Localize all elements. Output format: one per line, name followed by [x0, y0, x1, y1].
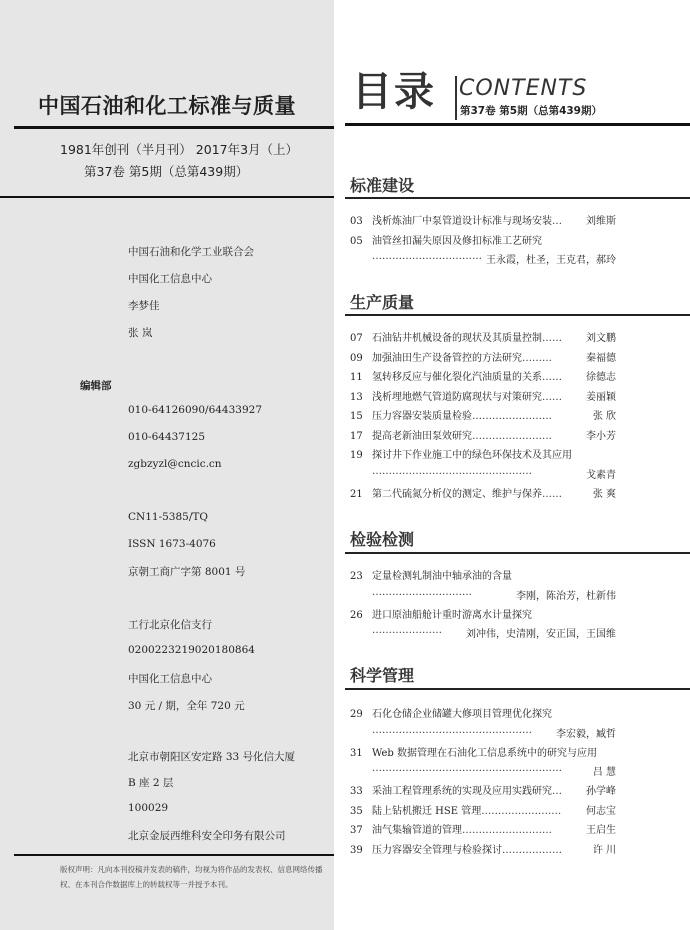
toc-entry[interactable]: [350, 821, 616, 836]
toc-rule: [345, 123, 690, 126]
info-value: B 座 2 层: [128, 777, 174, 789]
toc-article-title: 进口原油船舱计重时游离水计量探究: [372, 609, 532, 621]
toc-author: 王永霞，杜圣，王克君，郝玲: [486, 255, 616, 266]
toc-page-number: 17: [350, 430, 363, 442]
toc-author: 秦福德: [586, 352, 616, 364]
info-value: 工行北京化信支行: [128, 619, 212, 631]
toc-article-title: 采油工程管理系统的实现及应用实践研究: [372, 786, 552, 797]
founded-line: 1981年创刊（半月刊） 2017年3月（上）: [60, 142, 299, 157]
toc-entry[interactable]: [350, 232, 616, 247]
toc-page-number: 23: [350, 571, 363, 582]
section-rule: [345, 552, 690, 554]
toc-entry[interactable]: [350, 782, 616, 797]
toc-leader-dots: ……: [542, 372, 562, 383]
toc-leader-dots: ……………………………: [372, 251, 482, 262]
toc-entry[interactable]: [350, 705, 616, 720]
toc-article-title: 石油钻井机械设备的现状及其质量控制: [372, 333, 542, 344]
toc-contents-label: CONTENTS: [459, 76, 588, 101]
section-rule: [345, 314, 690, 316]
toc-page-number: 37: [350, 825, 363, 836]
info-value: 0200223219020180864: [128, 644, 255, 656]
toc-heading-divider: [455, 76, 457, 120]
toc-entry-authors: [372, 465, 616, 481]
toc-entry[interactable]: [350, 485, 616, 500]
info-value: 北京市朝阳区安定路 33 号化信大厦: [128, 751, 296, 763]
toc-leader-dots: ………………………: [462, 825, 552, 836]
toc-entry[interactable]: [350, 427, 616, 442]
toc-author: 何志宝: [586, 805, 616, 817]
toc-leader-dots: ……: [542, 333, 562, 344]
toc-author: 张 欣: [592, 411, 616, 422]
toc-leader-dots: ……………………: [472, 430, 552, 442]
section-heading: 标准建设: [350, 176, 415, 195]
toc-entry[interactable]: [350, 744, 616, 759]
toc-page-number: 15: [350, 411, 363, 422]
toc-author: 孙学峰: [586, 786, 616, 797]
toc-page-number: 05: [350, 235, 363, 247]
toc-leader-dots: …………………………………………………: [372, 763, 562, 774]
toc-article-title: 浅析炼油厂中泵管道设计标准与现场安装: [372, 216, 552, 227]
toc-author: 李小芳: [586, 430, 616, 442]
toc-leader-dots: …………………: [372, 625, 442, 636]
toc-article-title: 探讨井下作业施工中的绿色环保技术及其应用: [372, 450, 572, 461]
info-rule: [0, 196, 334, 198]
toc-page-number: 26: [350, 609, 363, 621]
copyright-rule: [14, 854, 334, 856]
info-value: 100029: [128, 802, 169, 814]
toc-entry[interactable]: [350, 388, 616, 403]
toc-author: 许 川: [592, 844, 616, 856]
toc-entry[interactable]: [350, 567, 616, 582]
info-value: 中国化工信息中心: [128, 673, 212, 685]
toc-page-number: 03: [350, 216, 363, 227]
toc-heading: 目录: [352, 69, 436, 115]
toc-article-title: 油管丝扣漏失原因及修扣标准工艺研究: [372, 235, 542, 247]
toc-article-title: 压力容器安全管理与检验探讨: [372, 844, 502, 856]
info-value: 中国化工信息中心: [128, 273, 212, 285]
toc-article-title: 浅析埋地燃气管道防腐现状与对策研究: [372, 391, 542, 403]
copyright-notice: 版权声明：凡向本刊投稿并发表的稿件，均视为将作品的发表权、信息网络传播权、在本刊合作数据库上的转载权等一并授予本刊。: [60, 865, 323, 889]
info-value: CN11-5385/TQ: [128, 511, 209, 523]
toc-leader-dots: …………………………: [372, 586, 472, 598]
toc-author: 姜丽颖: [586, 391, 616, 403]
section-heading: 科学管理: [350, 666, 415, 685]
toc-article-title: Web 数据管理在石油化工信息系统中的研究与应用: [372, 747, 597, 759]
toc-leader-dots: ……………………: [472, 411, 552, 422]
toc-entry-authors: [372, 724, 616, 740]
toc-article-title: 氢转移反应与催化裂化汽油质量的关系: [372, 372, 542, 383]
toc-article-title: 加强油田生产设备管控的方法研究: [372, 352, 522, 364]
toc-page-number: 21: [350, 488, 363, 500]
toc-leader-dots: …………………………………………: [372, 465, 532, 477]
toc-article-title: 油气集输管道的管理: [372, 825, 462, 836]
info-value: 北京金辰西维科安全印务有限公司: [128, 830, 286, 842]
issue-line: 第37卷 第5期（总第439期）: [84, 164, 249, 179]
toc-leader-dots: ……: [542, 391, 562, 403]
toc-page-number: 13: [350, 391, 363, 403]
toc-leader-dots: …: [552, 786, 562, 797]
toc-entry[interactable]: [350, 606, 616, 621]
toc-leader-dots: ……: [542, 488, 562, 500]
info-value: ISSN 1673-4076: [128, 538, 216, 550]
toc-entry[interactable]: [350, 407, 616, 422]
toc-leader-dots: ……………………: [481, 805, 562, 817]
toc-page-number: 09: [350, 352, 363, 364]
toc-page-number: 07: [350, 333, 363, 344]
toc-author: 刘文鹏: [586, 333, 616, 344]
info-value: 京朝工商广字第 8001 号: [128, 566, 246, 578]
toc-article-title: 压力容器安装质量检验: [372, 411, 472, 422]
section-rule: [345, 197, 690, 199]
toc-entry-authors: [372, 251, 616, 266]
editorial-dept: 编辑部: [80, 380, 112, 392]
toc-page-number: 33: [350, 786, 363, 797]
magazine-title: 中国石油和化工标准与质量: [38, 93, 296, 118]
toc-author: 戈素青: [586, 469, 616, 481]
toc-article-title: 石化仓储企业储罐大修项目管理优化探究: [372, 709, 552, 720]
toc-author: 王启生: [586, 825, 616, 836]
toc-author: 刘冲伟，史清刚，安正国，王国维: [466, 629, 616, 640]
toc-entry-authors: [372, 586, 616, 602]
toc-author: 李刚，陈治芳，杜新伟: [516, 590, 616, 602]
toc-author: 李宏毅，臧哲: [556, 728, 616, 740]
info-value: zgbzyzl@cncic.cn: [128, 458, 222, 470]
toc-entry[interactable]: [350, 446, 616, 461]
toc-entry[interactable]: [350, 368, 616, 383]
section-rule: [345, 688, 690, 690]
toc-article-title: 定量检测轧制油中轴承油的含量: [372, 571, 512, 582]
toc-page-number: 39: [350, 844, 363, 856]
toc-entry[interactable]: [350, 212, 616, 227]
toc-entry[interactable]: [350, 802, 616, 817]
toc-entry[interactable]: [350, 329, 616, 344]
info-value: 张 岚: [128, 327, 153, 339]
toc-page-number: 29: [350, 709, 363, 720]
toc-author: 吕 慧: [592, 767, 616, 778]
title-rule: [14, 126, 334, 129]
toc-issue: 第37卷 第5期（总第439期）: [460, 105, 602, 117]
info-value: 30 元 / 期，全年 720 元: [128, 700, 245, 712]
toc-page-number: 19: [350, 450, 363, 461]
section-heading: 检验检测: [350, 530, 415, 549]
toc-article-title: 陆上钻机搬迁 HSE 管理: [372, 805, 482, 817]
toc-entry-authors: [372, 625, 616, 640]
section-heading: 生产质量: [350, 293, 415, 312]
toc-author: 张 爽: [592, 488, 616, 500]
toc-entry[interactable]: [350, 349, 616, 364]
info-value: 010-64437125: [128, 431, 206, 443]
toc-page-number: 31: [350, 747, 363, 759]
toc-author: 徐德志: [586, 372, 616, 383]
toc-article-title: 提高老新油田泵效研究: [372, 430, 472, 442]
toc-page-number: 11: [350, 372, 363, 383]
info-value: 010-64126090/64433927: [128, 404, 263, 416]
info-value: 李梦佳: [128, 300, 160, 312]
toc-entry[interactable]: [350, 841, 616, 856]
toc-leader-dots: …………………………………………: [372, 724, 532, 736]
info-value: 中国石油和化学工业联合会: [128, 246, 254, 258]
toc-leader-dots: …: [552, 216, 562, 227]
toc-leader-dots: ………………: [502, 844, 562, 856]
toc-entry-authors: [372, 763, 616, 778]
toc-author: 刘维斯: [586, 216, 616, 227]
toc-page-number: 35: [350, 805, 363, 817]
left-panel: [0, 0, 334, 930]
toc-leader-dots: ………: [522, 352, 552, 364]
toc-article-title: 第二代硫氮分析仪的测定、维护与保养: [372, 488, 542, 500]
